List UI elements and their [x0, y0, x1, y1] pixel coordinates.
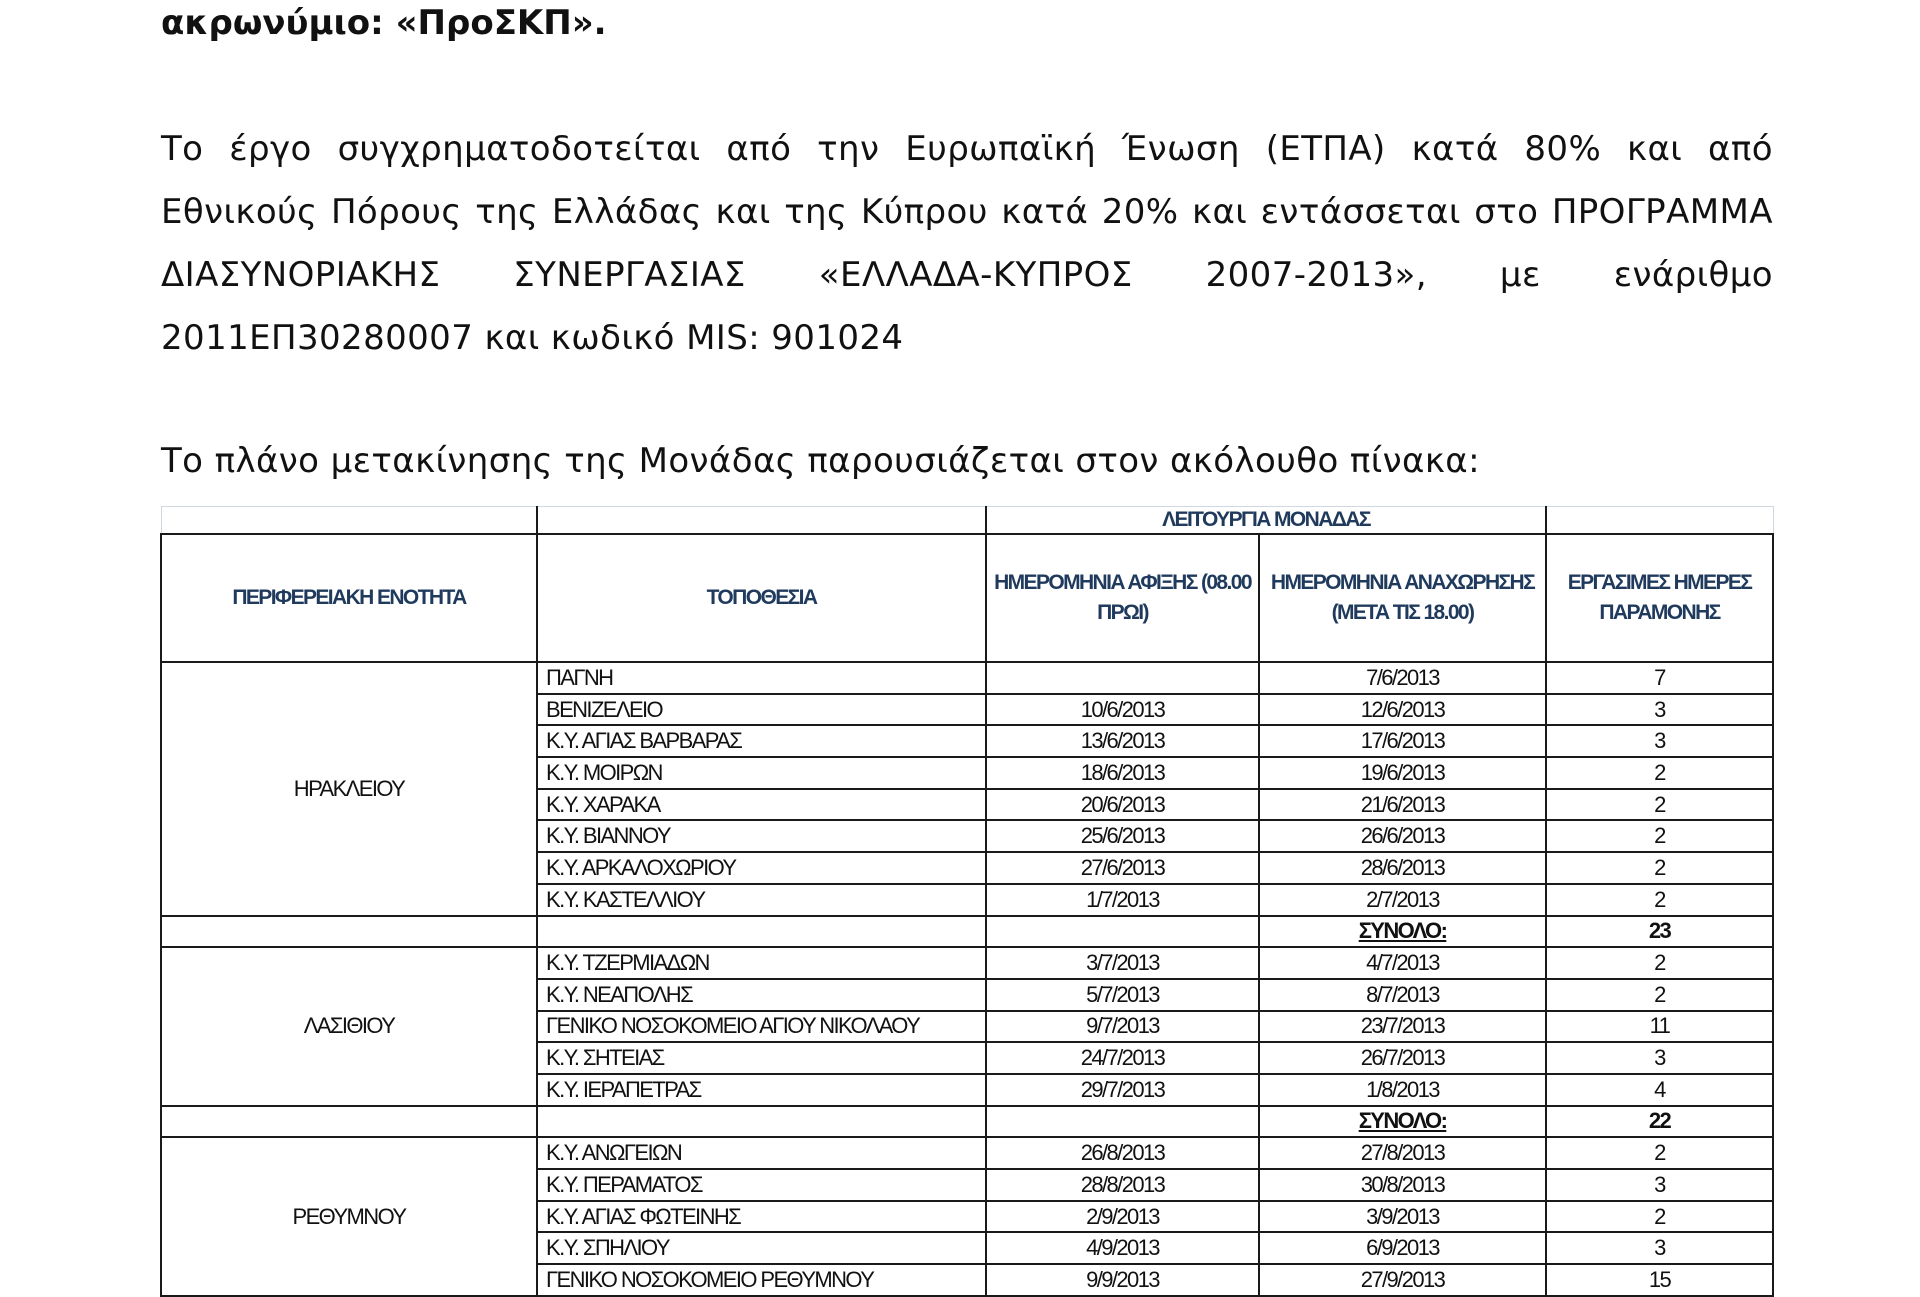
column-header-row: [161, 534, 1773, 662]
paragraph-word: από: [1708, 129, 1773, 169]
departure-date-cell: 26/7/2013: [1259, 1042, 1546, 1074]
location-cell: Κ.Υ. ΣΗΤΕΙΑΣ: [537, 1042, 986, 1074]
location-cell: Κ.Υ. ΝΕΑΠΟΛΗΣ: [537, 979, 986, 1011]
paragraph-word: Κύπρου: [860, 192, 988, 232]
arrival-date-cell: 29/7/2013: [986, 1074, 1259, 1106]
arrival-date-cell: 5/7/2013: [986, 979, 1259, 1011]
paragraph-word: 2011ΕΠ30280007 και κωδικό MIS: 901024: [161, 318, 904, 358]
working-days-cell: 15: [1546, 1264, 1773, 1296]
arrival-date-cell: 9/9/2013: [986, 1264, 1259, 1296]
departure-date-cell: 3/9/2013: [1259, 1201, 1546, 1233]
location-cell: Κ.Υ. ΠΕΡΑΜΑΤΟΣ: [537, 1169, 986, 1201]
paragraph-word: ΠΡΟΓΡΑΜΜΑ: [1551, 192, 1773, 232]
arrival-date-cell: 25/6/2013: [986, 820, 1259, 852]
arrival-date-cell: 3/7/2013: [986, 947, 1259, 979]
departure-date-cell: 6/9/2013: [1259, 1232, 1546, 1264]
paragraph-word: με: [1499, 255, 1541, 295]
col-header-arrival: ΗΜΕΡΟΜΗΝΙΑ ΑΦΙΞΗΣ (08.00 ΠΡΩΙ): [986, 534, 1259, 662]
empty-cell: [986, 1106, 1259, 1138]
location-cell: Κ.Υ. ΧΑΡΑΚΑ: [537, 789, 986, 821]
paragraph-word: Το: [161, 129, 204, 169]
working-days-cell: 11: [1546, 1011, 1773, 1043]
paragraph-word: εντάσσεται: [1260, 192, 1461, 232]
working-days-cell: 2: [1546, 789, 1773, 821]
arrival-date-cell: [986, 662, 1259, 694]
subtotal-label: ΣΥΝΟΛΟ:: [1259, 916, 1546, 948]
arrival-date-cell: 2/9/2013: [986, 1201, 1259, 1233]
paragraph-word: 20%: [1101, 192, 1179, 232]
working-days-cell: 3: [1546, 694, 1773, 726]
paragraph-line: [161, 307, 1773, 370]
table-row: [161, 947, 1773, 979]
subtotal-value: 23: [1546, 916, 1773, 948]
departure-date-cell: 17/6/2013: [1259, 725, 1546, 757]
departure-date-cell: 26/6/2013: [1259, 820, 1546, 852]
subtotal-value: 22: [1546, 1106, 1773, 1138]
arrival-date-cell: 4/9/2013: [986, 1232, 1259, 1264]
col-header-location: ΤΟΠΟΘΕΣΙΑ: [537, 534, 986, 662]
location-cell: Κ.Υ. ΑΓΙΑΣ ΦΩΤΕΙΝΗΣ: [537, 1201, 986, 1233]
relocation-plan-table: [160, 506, 1774, 1297]
location-cell: Κ.Υ. ΣΠΗΛΙΟΥ: [537, 1232, 986, 1264]
subtotal-row: [161, 1106, 1773, 1138]
location-cell: ΒΕΝΙΖΕΛΕΙΟ: [537, 694, 986, 726]
arrival-date-cell: 1/7/2013: [986, 884, 1259, 916]
table-intro-text: Το πλάνο μετακίνησης της Μονάδας παρουσιάζεται στον ακόλουθο πίνακα:: [161, 441, 1480, 481]
arrival-date-cell: 9/7/2013: [986, 1011, 1259, 1043]
paragraph-word: Εθνικούς: [161, 192, 318, 232]
acronym-heading: ακρωνύμιο: «ΠροΣΚΠ».: [161, 3, 607, 43]
working-days-cell: 3: [1546, 1232, 1773, 1264]
departure-date-cell: 28/6/2013: [1259, 852, 1546, 884]
arrival-date-cell: 18/6/2013: [986, 757, 1259, 789]
region-cell: ΡΕΘΥΜΝΟΥ: [161, 1137, 537, 1295]
col-header-departure: ΗΜΕΡΟΜΗΝΙΑ ΑΝΑΧΩΡΗΣΗΣ (ΜΕΤΑ ΤΙΣ 18.00): [1259, 534, 1546, 662]
departure-date-cell: 1/8/2013: [1259, 1074, 1546, 1106]
departure-date-cell: 12/6/2013: [1259, 694, 1546, 726]
table-row: [161, 662, 1773, 694]
location-cell: ΓΕΝΙΚΟ ΝΟΣΟΚΟΜΕΙΟ ΡΕΘΥΜΝΟΥ: [537, 1264, 986, 1296]
arrival-date-cell: 13/6/2013: [986, 725, 1259, 757]
working-days-cell: 2: [1546, 1137, 1773, 1169]
departure-date-cell: 30/8/2013: [1259, 1169, 1546, 1201]
departure-date-cell: 27/9/2013: [1259, 1264, 1546, 1296]
paragraph-word: έργο: [229, 129, 312, 169]
empty-cell: [161, 916, 537, 948]
departure-date-cell: 4/7/2013: [1259, 947, 1546, 979]
paragraph-word: συγχρηματοδοτείται: [337, 129, 701, 169]
departure-date-cell: 23/7/2013: [1259, 1011, 1546, 1043]
working-days-cell: 2: [1546, 820, 1773, 852]
paragraph-word: Ένωση: [1121, 129, 1240, 169]
empty-header-cell: [537, 507, 986, 535]
paragraph-word: «ΕΛΛΑΔΑ-ΚΥΠΡΟΣ: [818, 255, 1133, 295]
paragraph-word: ΣΥΝΕΡΓΑΣΙΑΣ: [513, 255, 746, 295]
paragraph-word: ενάριθμο: [1613, 255, 1773, 295]
location-cell: Κ.Υ. ΜΟΙΡΩΝ: [537, 757, 986, 789]
paragraph-word: της: [475, 192, 539, 232]
paragraph-word: κατά: [1001, 192, 1089, 232]
working-days-cell: 2: [1546, 757, 1773, 789]
paragraph-word: της: [784, 192, 848, 232]
empty-cell: [537, 1106, 986, 1138]
paragraph-word: και: [715, 192, 771, 232]
paragraph-word: (ΕΤΠΑ): [1265, 129, 1386, 169]
paragraph-word: κατά: [1411, 129, 1499, 169]
arrival-date-cell: 20/6/2013: [986, 789, 1259, 821]
location-cell: Κ.Υ. ΚΑΣΤΕΛΛΙΟΥ: [537, 884, 986, 916]
location-cell: Κ.Υ. ΑΡΚΑΛΟΧΩΡΙΟΥ: [537, 852, 986, 884]
paragraph-word: και: [1627, 129, 1683, 169]
arrival-date-cell: 28/8/2013: [986, 1169, 1259, 1201]
empty-header-cell: [161, 507, 537, 535]
arrival-date-cell: 10/6/2013: [986, 694, 1259, 726]
paragraph-word: Πόρους: [330, 192, 462, 232]
paragraph-line: [161, 118, 1773, 181]
working-days-cell: 4: [1546, 1074, 1773, 1106]
location-cell: Κ.Υ. ΤΖΕΡΜΙΑΔΩΝ: [537, 947, 986, 979]
empty-cell: [537, 916, 986, 948]
location-cell: ΓΕΝΙΚΟ ΝΟΣΟΚΟΜΕΙΟ ΑΓΙΟΥ ΝΙΚΟΛΑΟΥ: [537, 1011, 986, 1043]
working-days-cell: 2: [1546, 947, 1773, 979]
departure-date-cell: 2/7/2013: [1259, 884, 1546, 916]
paragraph-line: [161, 244, 1773, 307]
paragraph-word: στο: [1474, 192, 1539, 232]
location-cell: Κ.Υ. ΒΙΑΝΝΟΥ: [537, 820, 986, 852]
paragraph-word: ΔΙΑΣΥΝΟΡΙΑΚΗΣ: [161, 255, 441, 295]
col-header-days: ΕΡΓΑΣΙΜΕΣ ΗΜΕΡΕΣ ΠΑΡΑΜΟΝΗΣ: [1546, 534, 1773, 662]
location-cell: Κ.Υ. ΑΝΩΓΕΙΩΝ: [537, 1137, 986, 1169]
col-header-region: ΠΕΡΙΦΕΡΕΙΑΚΗ ΕΝΟΤΗΤΑ: [161, 534, 537, 662]
departure-date-cell: 27/8/2013: [1259, 1137, 1546, 1169]
region-cell: ΗΡΑΚΛΕΙΟΥ: [161, 662, 537, 916]
working-days-cell: 3: [1546, 725, 1773, 757]
subtotal-label: ΣΥΝΟΛΟ:: [1259, 1106, 1546, 1138]
group-header-row: [161, 507, 1773, 535]
working-days-cell: 2: [1546, 979, 1773, 1011]
location-cell: ΠΑΓΝΗ: [537, 662, 986, 694]
paragraph-word: 2007-2013»,: [1205, 255, 1427, 295]
working-days-cell: 2: [1546, 1201, 1773, 1233]
subtotal-row: [161, 916, 1773, 948]
paragraph-line: [161, 181, 1773, 244]
empty-cell: [161, 1106, 537, 1138]
working-days-cell: 2: [1546, 884, 1773, 916]
paragraph-word: και: [1192, 192, 1248, 232]
working-days-cell: 2: [1546, 852, 1773, 884]
location-cell: Κ.Υ. ΙΕΡΑΠΕΤΡΑΣ: [537, 1074, 986, 1106]
working-days-cell: 7: [1546, 662, 1773, 694]
arrival-date-cell: 27/6/2013: [986, 852, 1259, 884]
paragraph-word: την: [817, 129, 880, 169]
paragraph-word: Ελλάδας: [551, 192, 703, 232]
empty-header-cell: [1546, 507, 1773, 535]
working-days-cell: 3: [1546, 1042, 1773, 1074]
working-days-cell: 3: [1546, 1169, 1773, 1201]
paragraph-word: Ευρωπαϊκή: [905, 129, 1097, 169]
arrival-date-cell: 26/8/2013: [986, 1137, 1259, 1169]
location-cell: Κ.Υ. ΑΓΙΑΣ ΒΑΡΒΑΡΑΣ: [537, 725, 986, 757]
departure-date-cell: 21/6/2013: [1259, 789, 1546, 821]
region-cell: ΛΑΣΙΘΙΟΥ: [161, 947, 537, 1105]
empty-cell: [986, 916, 1259, 948]
funding-paragraph: [161, 118, 1773, 370]
arrival-date-cell: 24/7/2013: [986, 1042, 1259, 1074]
departure-date-cell: 19/6/2013: [1259, 757, 1546, 789]
paragraph-word: 80%: [1524, 129, 1602, 169]
departure-date-cell: 7/6/2013: [1259, 662, 1546, 694]
unit-operation-header: ΛΕΙΤΟΥΡΓΙΑ ΜΟΝΑΔΑΣ: [986, 507, 1546, 535]
paragraph-word: από: [726, 129, 792, 169]
departure-date-cell: 8/7/2013: [1259, 979, 1546, 1011]
table-row: [161, 1137, 1773, 1169]
